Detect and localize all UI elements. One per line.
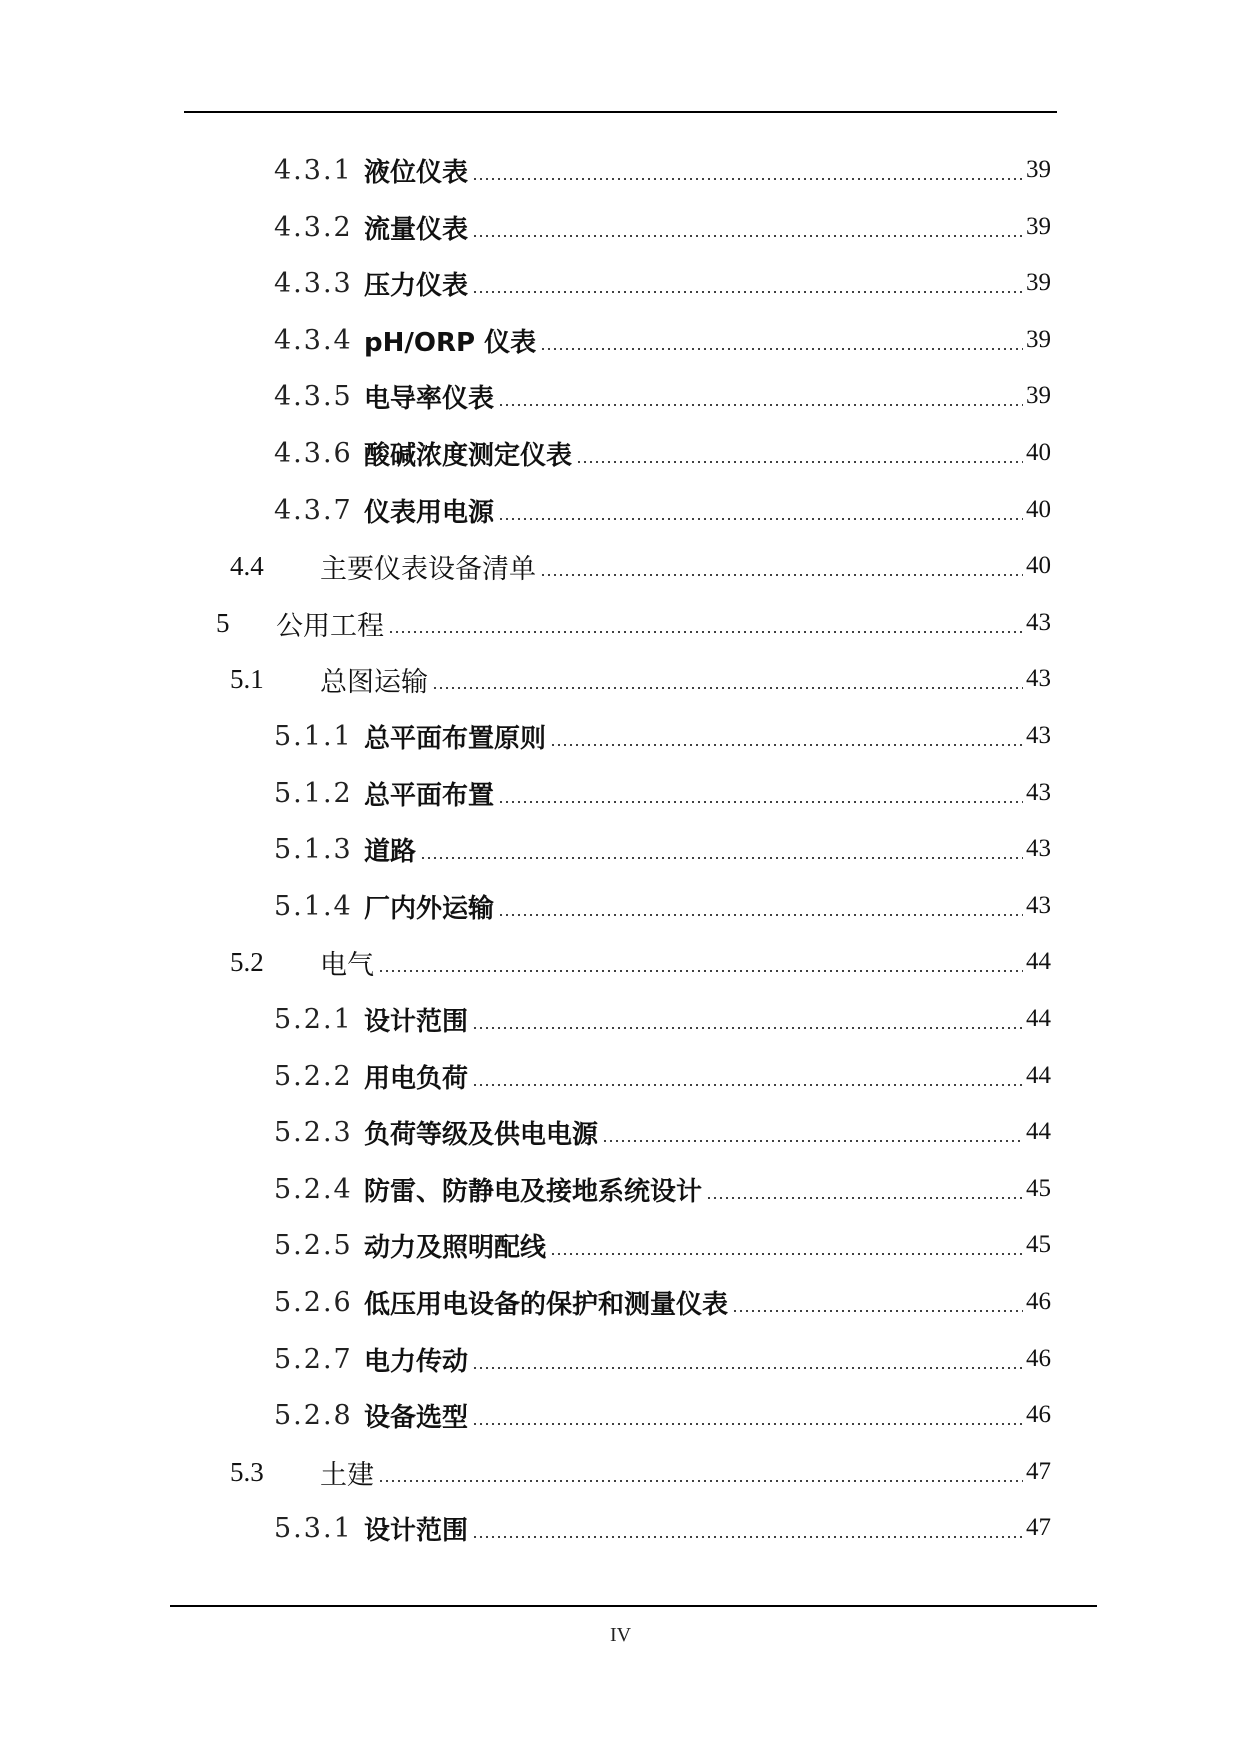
toc-entry-title: 流量仪表 [364, 214, 469, 245]
toc-entry[interactable] [274, 1339, 1051, 1379]
toc-dot-leader [576, 461, 1023, 463]
toc-entry[interactable] [274, 207, 1051, 247]
toc-entry-number: 4.3.3 [274, 267, 353, 299]
page-number: IV [609, 1624, 632, 1646]
toc-entry-title: 防雷、防静电及接地系统设计 [364, 1176, 703, 1207]
toc-entry-title: 土建 [320, 1459, 374, 1491]
toc-entry-title: 设计范围 [364, 1006, 469, 1037]
toc-entry-title: 厂内外运输 [364, 893, 495, 924]
toc-dot-leader [472, 235, 1023, 237]
toc-dot-leader [498, 914, 1023, 916]
toc-entry-number: 5.1.4 [274, 890, 353, 922]
toc-entry-number: 5.2 [230, 946, 264, 977]
toc-entry-title: 电导率仪表 [364, 383, 495, 414]
toc-entry-page: 39 [1026, 156, 1051, 183]
toc-entry-number: 5.1.3 [274, 833, 353, 865]
toc-entry-title: 仪表用电源 [364, 497, 495, 528]
footer-rule [170, 1605, 1097, 1607]
toc-dot-leader [432, 687, 1023, 689]
toc-entry-title: 电气 [320, 949, 374, 981]
toc-entry-page: 39 [1026, 382, 1051, 409]
toc-dot-leader [498, 404, 1023, 406]
toc-entry-page: 39 [1026, 213, 1051, 240]
toc-entry-title: 液位仪表 [364, 157, 469, 188]
toc-entry-title: 主要仪表设备清单 [320, 553, 536, 585]
toc-dot-leader [550, 1253, 1023, 1255]
toc-entry-number: 5.3 [230, 1456, 264, 1487]
toc-entry-number: 5.2.2 [274, 1060, 353, 1092]
toc-entry-page: 40 [1026, 439, 1051, 466]
toc-entry[interactable] [274, 1112, 1051, 1152]
toc-entry-title: 总平面布置原则 [364, 723, 547, 754]
toc-entry-title: 酸碱浓度测定仪表 [364, 440, 573, 471]
toc-entry[interactable] [274, 1395, 1051, 1435]
toc-dot-leader [498, 518, 1023, 520]
toc-entry-number: 4.3.2 [274, 211, 353, 243]
toc-entry-number: 5.2.8 [274, 1399, 353, 1431]
toc-entry-page: 43 [1026, 609, 1051, 636]
toc-entry-number: 4.3.4 [274, 324, 353, 356]
toc-entry-page: 43 [1026, 722, 1051, 749]
toc-dot-leader [472, 1367, 1023, 1369]
toc-entry-number: 5.1 [230, 663, 264, 694]
toc-dot-leader [540, 348, 1023, 350]
toc-entry-title: 设计范围 [364, 1515, 469, 1546]
toc-entry-number: 4.4 [230, 550, 264, 581]
toc-entry-number: 4.3.6 [274, 437, 353, 469]
toc-entry-page: 39 [1026, 269, 1051, 296]
toc-entry-page: 46 [1026, 1401, 1051, 1428]
toc-dot-leader [732, 1310, 1023, 1312]
toc-dot-leader [378, 970, 1023, 972]
toc-dot-leader [388, 631, 1023, 633]
toc-entry-title: 电力传动 [364, 1346, 469, 1377]
toc-entry-number: 5.3.1 [274, 1512, 353, 1544]
toc-entry[interactable] [274, 829, 1051, 869]
toc-entry[interactable] [230, 942, 1051, 982]
toc-entry-page: 40 [1026, 496, 1051, 523]
toc-entry[interactable] [230, 1452, 1051, 1492]
toc-entry-number: 4.3.5 [274, 380, 353, 412]
toc-entry-number: 5.1.2 [274, 777, 353, 809]
toc-entry[interactable] [274, 490, 1051, 530]
toc-entry-page: 43 [1026, 835, 1051, 862]
toc-entry-page: 44 [1026, 948, 1051, 975]
toc-entry-title: 道路 [364, 836, 417, 867]
toc-entry-page: 39 [1026, 326, 1051, 353]
toc-entry-page: 44 [1026, 1005, 1051, 1032]
toc-entry-page: 46 [1026, 1288, 1051, 1315]
toc-entry-page: 47 [1026, 1458, 1051, 1485]
toc-entry[interactable] [274, 263, 1051, 303]
toc-dot-leader [498, 801, 1023, 803]
toc-entry-page: 44 [1026, 1062, 1051, 1089]
toc-entry-number: 5.2.7 [274, 1343, 353, 1375]
toc-entry-number: 5.1.1 [274, 720, 353, 752]
toc-entry-page: 44 [1026, 1118, 1051, 1145]
toc-entry-page: 47 [1026, 1514, 1051, 1541]
toc-entry[interactable] [274, 150, 1051, 190]
toc-entry-title: 用电负荷 [364, 1063, 469, 1094]
toc-dot-leader [420, 857, 1023, 859]
toc-entry-page: 43 [1026, 665, 1051, 692]
toc-entry-page: 46 [1026, 1345, 1051, 1372]
toc-dot-leader [472, 1536, 1023, 1538]
toc-dot-leader [550, 744, 1023, 746]
toc-entry-number: 5.2.1 [274, 1003, 353, 1035]
toc-entry[interactable] [274, 1056, 1051, 1096]
toc-entry-title: 动力及照明配线 [364, 1232, 547, 1263]
toc-entry[interactable] [230, 659, 1051, 699]
toc-entry[interactable] [230, 546, 1051, 586]
toc-entry[interactable] [216, 603, 1051, 643]
toc-dot-leader [540, 574, 1023, 576]
toc-dot-leader [472, 1027, 1023, 1029]
toc-dot-leader [472, 1423, 1023, 1425]
toc-dot-leader [472, 1084, 1023, 1086]
toc-entry-page: 45 [1026, 1231, 1051, 1258]
toc-entry[interactable] [274, 320, 1051, 360]
toc-entry[interactable] [274, 1282, 1051, 1322]
toc-entry-page: 40 [1026, 552, 1051, 579]
toc-entry-title: 设备选型 [364, 1402, 469, 1433]
toc-entry-number: 5.2.5 [274, 1229, 353, 1261]
toc-entry-number: 5.2.6 [274, 1286, 353, 1318]
toc-entry[interactable] [274, 1225, 1051, 1265]
toc-entry-title: 公用工程 [276, 610, 384, 642]
toc-dot-leader [602, 1140, 1023, 1142]
toc-entry-page: 45 [1026, 1175, 1051, 1202]
toc-dot-leader [472, 291, 1023, 293]
toc-entry-number: 5.2.4 [274, 1173, 353, 1205]
toc-entry-title: 总平面布置 [364, 780, 495, 811]
toc-entry-number: 5.2.3 [274, 1116, 353, 1148]
toc-entry[interactable] [274, 1169, 1051, 1209]
toc-entry[interactable] [274, 1508, 1051, 1548]
toc-dot-leader [378, 1480, 1023, 1482]
toc-entry-number: 4.3.1 [274, 154, 353, 186]
toc-entry-title: 负荷等级及供电电源 [364, 1119, 599, 1150]
toc-entry[interactable] [274, 773, 1051, 813]
toc-entry-title: pH/ORP 仪表 [364, 327, 537, 358]
toc-entry[interactable] [274, 886, 1051, 926]
toc-entry-title: 总图运输 [320, 666, 428, 698]
toc-entry-number: 4.3.7 [274, 494, 353, 526]
toc-entry[interactable] [274, 999, 1051, 1039]
toc-entry-title: 压力仪表 [364, 270, 469, 301]
toc-entry-page: 43 [1026, 892, 1051, 919]
toc-entry-number: 5 [216, 607, 230, 638]
toc-entry-title: 低压用电设备的保护和测量仪表 [364, 1289, 729, 1320]
toc-entry[interactable] [274, 376, 1051, 416]
toc-dot-leader [706, 1197, 1023, 1199]
toc-entry-page: 43 [1026, 779, 1051, 806]
toc-entry[interactable] [274, 716, 1051, 756]
toc-entry[interactable] [274, 433, 1051, 473]
toc-dot-leader [472, 178, 1023, 180]
